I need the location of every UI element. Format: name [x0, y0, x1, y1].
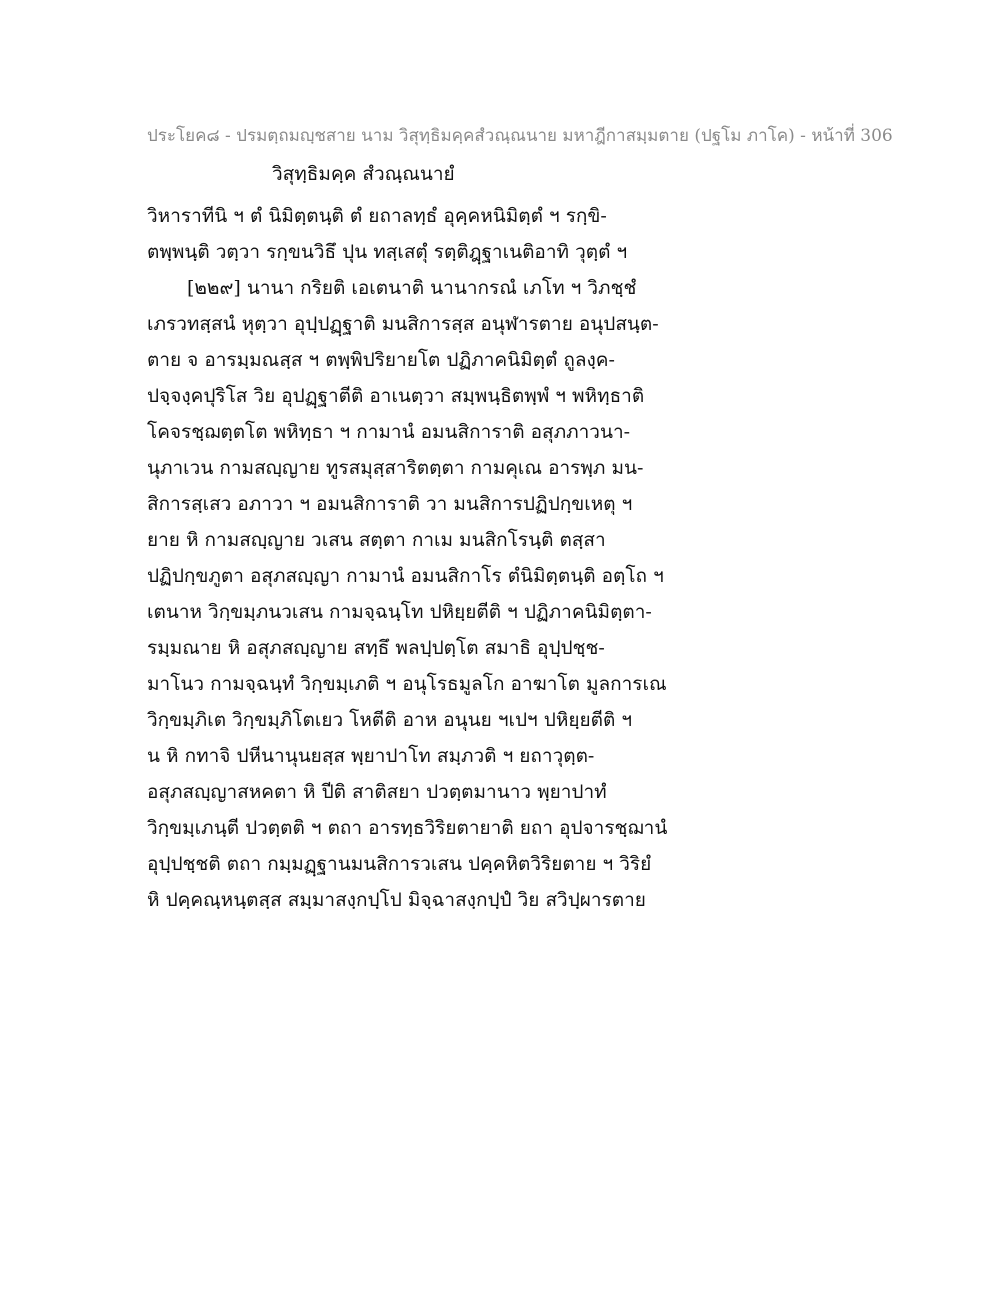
text-line: น หิ กทาจิ ปหีนานุนยสฺส พฺยาปาโท สมฺภวติ ฯ ยถาวุตฺต-	[147, 745, 595, 767]
text-line: รมฺมณาย หิ อสุภสญฺญาย สทฺธึ พลปฺปตฺโต สมาธิ อุปฺปชฺช-	[147, 637, 605, 659]
text-line: ยาย หิ กามสญฺญาย วเสน สตฺตา กาเม มนสิกโรนฺติ ตสฺสา	[147, 529, 606, 551]
text-line: หิ ปคฺคณฺหนฺตสฺส สมฺมาสงฺกปฺโป มิจฺฉาสงฺกปฺปํ วิย สวิปฺผารตาย	[147, 889, 646, 911]
text-line: ปฏิปกฺขภูตา อสุภสญฺญา กามานํ อมนสิกาโร ตํนิมิตฺตนฺติ อตฺโถ ฯ	[147, 565, 664, 587]
body-text	[147, 198, 867, 918]
text-line: เภรวทสฺสนํ หุตฺวา อุปฺปฏฺฐาติ มนสิการสฺส อนุฬารตาย อนุปสนฺต-	[147, 313, 659, 335]
text-line: มาโนว กามจฺฉนฺทํ วิกฺขมฺเภติ ฯ อนุโรธมูลโก อาฆาโต มูลการเณ	[147, 673, 667, 695]
text-line: วิกฺขมฺภิเต วิกฺขมฺภิโตเยว โหตีติ อาห อนุนย ฯเปฯ ปหิยฺยตีติ ฯ	[147, 709, 632, 731]
text-line: นุภาเวน กามสญฺญาย ทูรสมุสฺสาริตตฺตา กามคุเณ อารพฺภ มน-	[147, 457, 644, 479]
text-line: ตพฺพนฺติ วตฺวา รกฺขนวิธึ ปุน ทสฺเสตุํ รตฺติฎฺฐาเนติอาทิ วุตฺตํ ฯ	[147, 241, 628, 263]
paragraph-start-line: [๒๒๙] นานา กริยติ เอเตนาติ นานากรณํ เภโท ฯ วิภชฺชํ	[187, 277, 637, 299]
text-line: สิการสฺเสว อภาวา ฯ อมนสิการาติ วา มนสิการปฏิปกฺขเหตุ ฯ	[147, 493, 633, 515]
text-line: วิกฺขมฺเภนฺตี ปวตฺตติ ฯ ตถา อารทฺธวิริยตายาติ ยถา อุปจารชฺฌานํ	[147, 817, 668, 839]
running-header: ประโยค๘ - ปรมตฺถมญฺชสาย นาม วิสุทฺธิมคฺคสํวณฺณนาย มหาฎีกาสมฺมตาย (ปฐโม ภาโค) - หน้าที่ 306	[147, 126, 893, 146]
text-line: โคจรชฺฌตฺตโต พหิทฺธา ฯ กามานํ อมนสิการาติ อสุภภาวนา-	[147, 421, 631, 443]
text-line: ตาย จ อารมฺมณสฺส ฯ ตพฺพิปริยายโต ปฏิภาคนิมิตฺตํ ถูลงฺค-	[147, 349, 615, 371]
text-line: อุปฺปชฺชติ ตถา กมฺมฏฺฐานมนสิการวเสน ปคฺคหิตวิริยตาย ฯ วิริยํ	[147, 853, 652, 875]
text-line: เตนาห วิกฺขมฺภนวเสน กามจฺฉนฺโท ปหิยฺยตีติ ฯ ปฏิภาคนิมิตฺตา-	[147, 601, 652, 623]
text-line: อสุภสญฺญาสหคตา หิ ปีติ สาติสยา ปวตฺตมานาว พฺยาปาทํ	[147, 781, 607, 803]
section-title: วิสุทฺธิมคฺค สํวณฺณนายํ	[272, 163, 455, 185]
text-line: ปจฺจงฺคปุริโส วิย อุปฏฺฐาตีติ อาเนตฺวา สมฺพนฺธิตพฺพํ ฯ พหิทฺธาติ	[147, 385, 645, 407]
text-line: วิหาราทีนิ ฯ ตํ นิมิตฺตนฺติ ตํ ยถาลทฺธํ อุคฺคหนิมิตฺตํ ฯ รกฺขิ-	[147, 205, 607, 227]
